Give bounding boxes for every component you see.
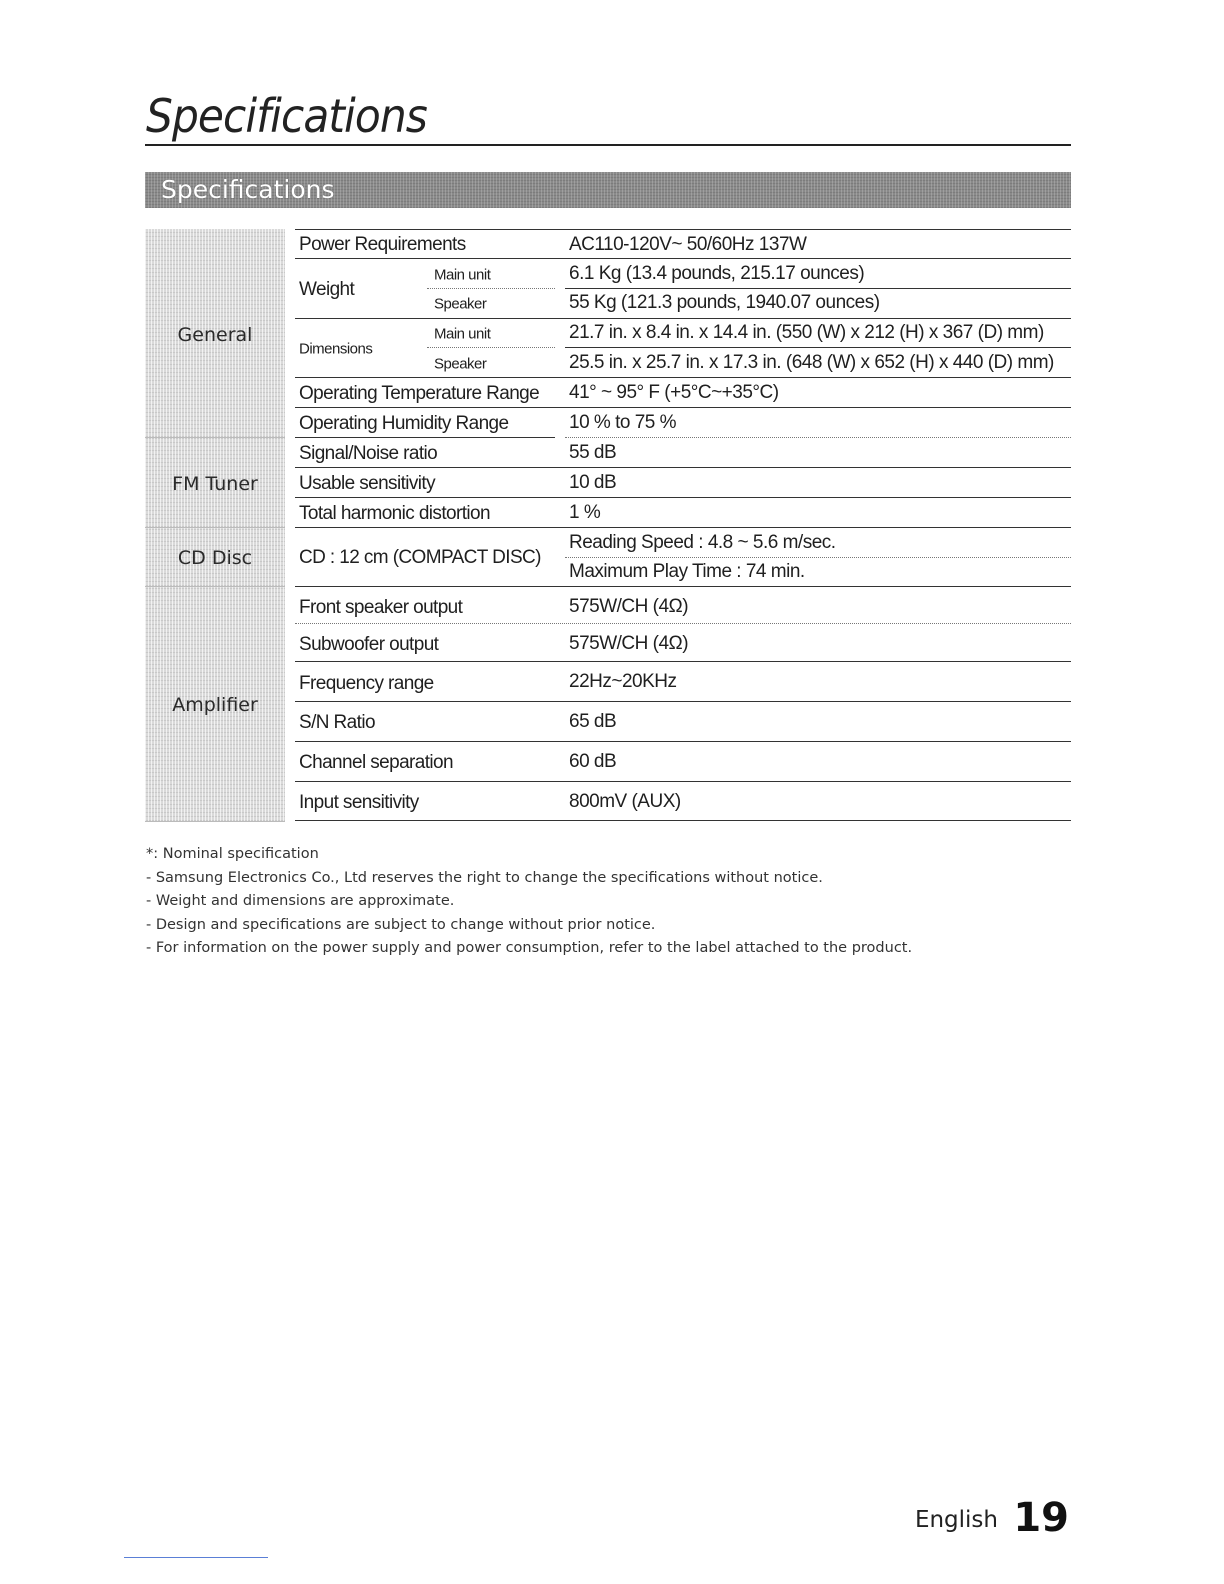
spec-value-reading-speed: Reading Speed : 4.8 ~ 5.6 m/sec. (569, 532, 836, 553)
spec-value-operating-humidity: 10 % to 75 % (569, 412, 677, 433)
row-divider (295, 377, 1071, 378)
row-divider (295, 527, 1071, 528)
category-amplifier (145, 587, 285, 822)
spec-value-subwoofer-output: 575W/CH (4Ω) (569, 633, 689, 654)
spec-notes (146, 843, 1046, 961)
spec-value-weight-main-unit: 6.1 Kg (13.4 pounds, 215.17 ounces) (569, 263, 865, 284)
row-divider (565, 437, 1071, 438)
spec-label-input-sensitivity: Input sensitivity (299, 792, 419, 813)
row-divider (295, 623, 1071, 624)
page-number: 19 (1013, 1495, 1069, 1541)
row-divider (295, 229, 1071, 230)
note-approximate: - Weight and dimensions are approximate. (146, 893, 455, 909)
section-heading: Specifications (161, 175, 335, 204)
row-divider (295, 586, 1071, 587)
row-divider (295, 258, 1071, 259)
spec-label-power-requirements: Power Requirements (299, 234, 466, 255)
spec-label-thd: Total harmonic distortion (299, 503, 490, 524)
category-label-amplifier: Amplifier (172, 694, 258, 716)
spec-value-dimensions-main-unit: 21.7 in. x 8.4 in. x 14.4 in. (550 (W) x 212 (H) x 367 (D) mm) (569, 322, 1044, 343)
note-rights: - Samsung Electronics Co., Ltd reserves the right to change the specifications without notice. (146, 869, 823, 886)
row-divider (565, 557, 1071, 558)
spec-value-weight-speaker: 55 Kg (121.3 pounds, 1940.07 ounces) (569, 292, 880, 313)
specifications-table (145, 229, 1071, 821)
spec-value-max-play-time: Maximum Play Time : 74 min. (569, 561, 805, 582)
row-divider (295, 467, 1071, 468)
row-divider (295, 820, 1071, 821)
spec-value-power-requirements: AC110-120V~ 50/60Hz 137W (569, 234, 807, 255)
spec-label-usable-sensitivity: Usable sensitivity (299, 473, 435, 494)
spec-sublabel-weight-main-unit: Main unit (434, 266, 491, 284)
category-fm-tuner (145, 438, 285, 528)
spec-sublabel-weight-speaker: Speaker (434, 295, 487, 313)
category-label-cd-disc: CD Disc (177, 547, 253, 569)
row-divider (295, 318, 1071, 319)
note-design-change: - Design and specifications are subject to change without prior notice. (146, 916, 656, 933)
category-label-fm-tuner: FM Tuner (172, 473, 258, 495)
spec-label-channel-separation: Channel separation (299, 752, 453, 773)
footer-language: English (914, 1507, 998, 1533)
spec-sublabel-dimensions-main-unit: Main unit (434, 325, 491, 343)
spec-label-weight: Weight (299, 279, 355, 300)
title-rule (145, 144, 1071, 146)
row-divider (295, 407, 1071, 408)
spec-label-cd: CD : 12 cm (COMPACT DISC) (299, 547, 541, 568)
row-divider (427, 288, 555, 289)
spec-value-input-sensitivity: 800mV (AUX) (569, 791, 681, 812)
category-label-general: General (177, 324, 253, 346)
spec-value-front-output: 575W/CH (4Ω) (569, 596, 689, 617)
row-divider (295, 497, 1071, 498)
category-cd-disc (145, 528, 285, 587)
page-title: Specifications (146, 89, 427, 143)
spec-value-frequency-range: 22Hz~20KHz (569, 671, 677, 692)
row-divider (565, 347, 1071, 348)
spec-value-signal-noise: 55 dB (569, 442, 617, 463)
row-divider (295, 781, 1071, 782)
spec-label-frequency-range: Frequency range (299, 673, 434, 694)
spec-value-sn-ratio: 65 dB (569, 711, 617, 732)
spec-label-subwoofer-output: Subwoofer output (299, 634, 439, 655)
note-nominal: *: Nominal specification (146, 846, 319, 862)
row-divider (565, 288, 1071, 289)
row-divider (295, 661, 1071, 662)
row-divider (295, 437, 555, 438)
section-heading-bar (145, 172, 1071, 208)
category-general (145, 229, 285, 438)
spec-label-dimensions: Dimensions (299, 340, 373, 358)
spec-value-dimensions-speaker: 25.5 in. x 25.7 in. x 17.3 in. (648 (W) x 652 (H) x 440 (D) mm) (569, 352, 1054, 373)
spec-value-thd: 1 % (569, 502, 601, 523)
bottom-rule (124, 1557, 268, 1558)
spec-label-sn-ratio: S/N Ratio (299, 712, 375, 733)
spec-label-operating-humidity: Operating Humidity Range (299, 413, 509, 434)
row-divider (295, 701, 1071, 702)
spec-label-signal-noise: Signal/Noise ratio (299, 443, 438, 464)
spec-value-usable-sensitivity: 10 dB (569, 472, 617, 493)
spec-value-channel-separation: 60 dB (569, 751, 617, 772)
row-divider (295, 741, 1071, 742)
spec-label-front-output: Front speaker output (299, 597, 463, 618)
spec-sublabel-dimensions-speaker: Speaker (434, 355, 487, 373)
spec-label-operating-temperature: Operating Temperature Range (299, 383, 540, 404)
row-divider (427, 347, 555, 348)
note-power-supply: - For information on the power supply and power consumption, refer to the label attached to the product. (146, 940, 913, 956)
spec-value-operating-temperature: 41° ~ 95° F (+5°C~+35°C) (569, 382, 779, 403)
